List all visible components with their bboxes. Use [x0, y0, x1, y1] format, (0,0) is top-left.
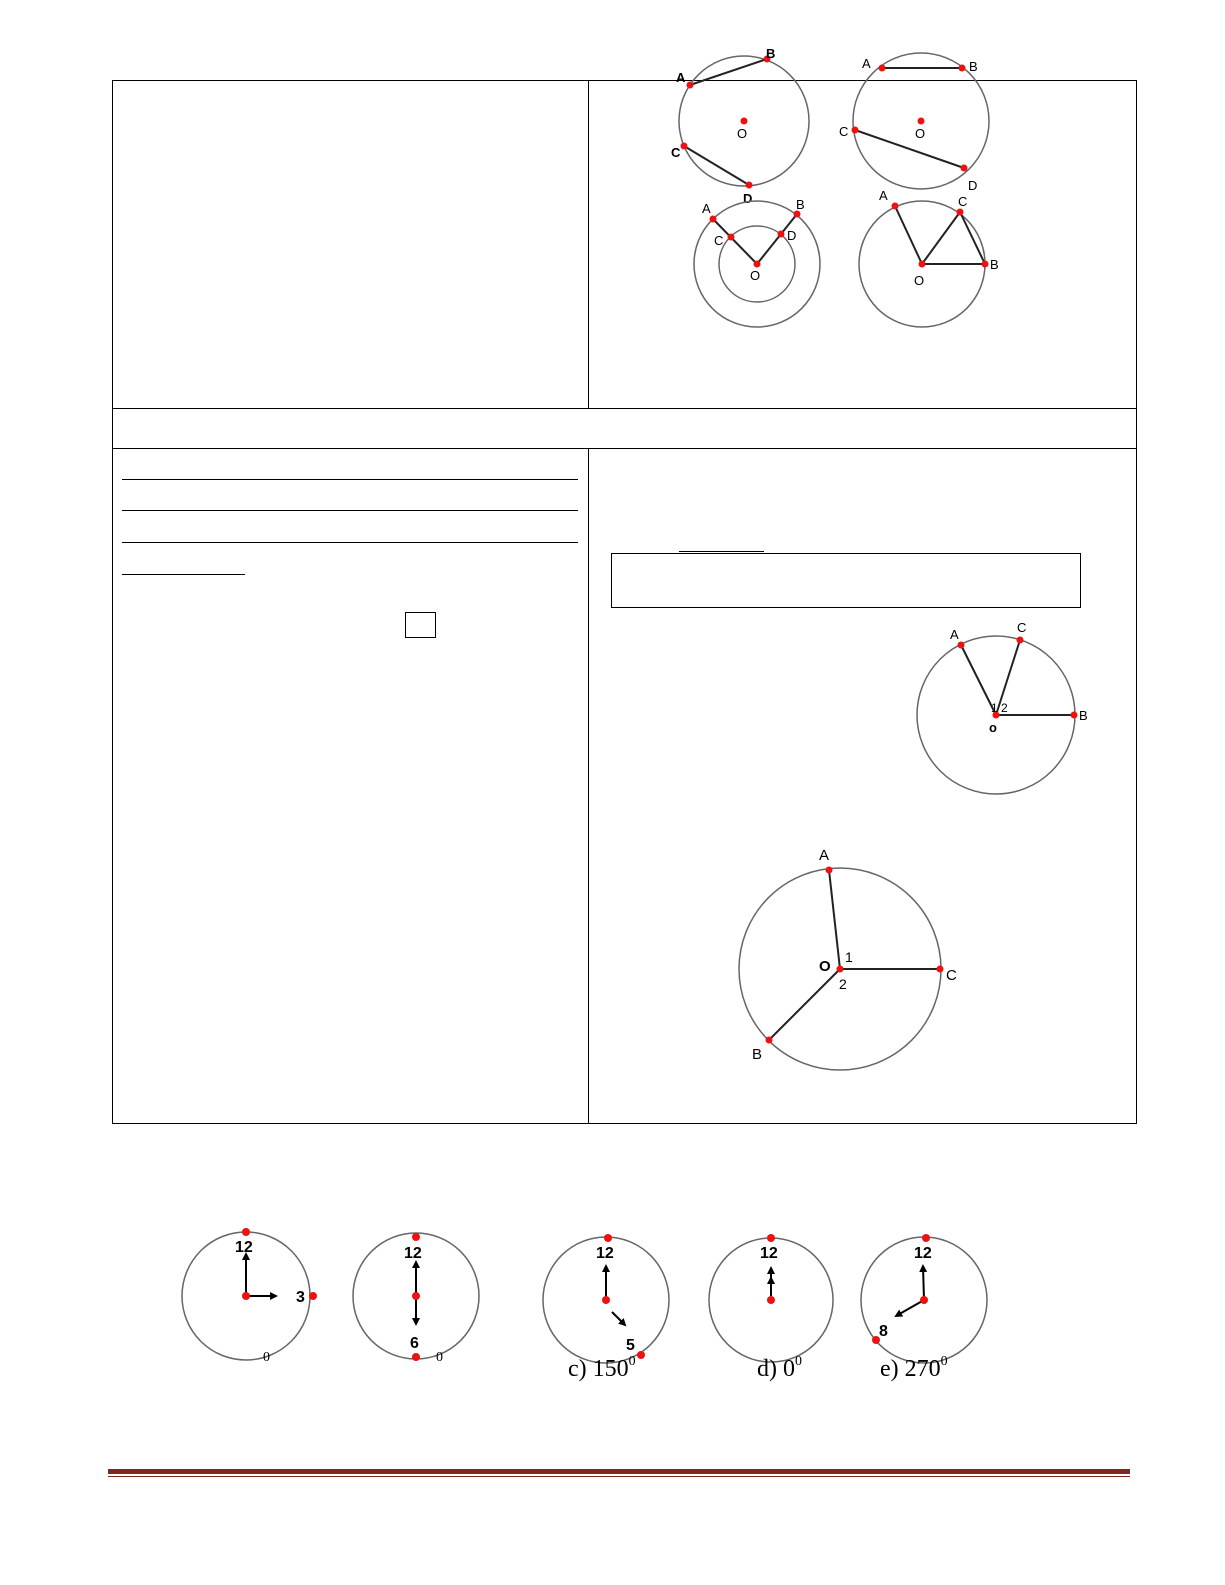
center	[412, 1292, 420, 1300]
chord-cd	[855, 130, 964, 168]
label-c: C	[839, 124, 849, 139]
point-c	[957, 209, 964, 216]
clock-4-caption-text: d) 0	[757, 1356, 795, 1382]
point-d	[746, 182, 753, 189]
label-b: B	[990, 257, 999, 272]
point-a	[687, 82, 694, 89]
point-b	[959, 65, 966, 72]
hand-8	[896, 1300, 924, 1316]
degree-sup: 0	[795, 1354, 802, 1369]
label-a: A	[862, 56, 871, 71]
label-c: C	[671, 145, 681, 160]
point-d	[961, 165, 968, 172]
radius-ob	[769, 969, 840, 1040]
point-12	[604, 1234, 612, 1242]
number-6: 6	[410, 1335, 419, 1352]
clock-4	[709, 1234, 833, 1362]
center-o	[837, 966, 844, 973]
radius-oa	[829, 870, 840, 969]
point-12	[767, 1234, 775, 1242]
figure-concentric	[694, 197, 820, 327]
point-c	[1017, 637, 1024, 644]
point-3	[309, 1292, 317, 1300]
number-3: 3	[296, 1289, 305, 1306]
label-o: O	[914, 273, 925, 288]
center-o	[754, 261, 761, 268]
center	[602, 1296, 610, 1304]
point-b	[766, 1037, 773, 1044]
center	[242, 1292, 250, 1300]
point-c	[728, 234, 735, 241]
label-c: C	[1017, 620, 1027, 635]
label-a: A	[879, 188, 888, 203]
clock-3	[543, 1234, 669, 1363]
point-a	[958, 642, 965, 649]
hand-12	[923, 1266, 924, 1300]
number-8: 8	[879, 1323, 888, 1340]
writing-line	[122, 542, 578, 543]
label-o: O	[737, 126, 748, 141]
label-b: B	[1079, 708, 1088, 723]
figure-radii	[859, 188, 999, 327]
figure-angles-small	[917, 620, 1088, 794]
figure-angles-large	[739, 847, 957, 1070]
point-b	[982, 261, 989, 268]
number-12: 12	[914, 1245, 932, 1262]
point-a	[892, 203, 899, 210]
clock-2	[353, 1233, 479, 1361]
point-12	[412, 1233, 420, 1241]
number-12: 12	[404, 1245, 422, 1262]
point-5	[637, 1351, 645, 1359]
clock-1-degree: 0	[263, 1350, 270, 1365]
label-o: o	[989, 720, 997, 735]
footer-rule-thin	[108, 1476, 1130, 1477]
point-c	[681, 143, 688, 150]
writing-line	[122, 510, 578, 511]
chord-cb	[960, 212, 985, 264]
clock-5	[861, 1234, 987, 1363]
figure-chords-1	[671, 46, 809, 206]
radius-oc	[996, 640, 1020, 715]
table-bottom-border	[112, 1123, 1137, 1124]
angle-1: 1	[991, 701, 998, 715]
angle-2: 2	[839, 976, 847, 992]
point-12	[242, 1228, 250, 1236]
point-d	[778, 231, 785, 238]
clock-1	[182, 1228, 317, 1360]
section1-figures	[0, 0, 1225, 420]
label-b: B	[752, 1046, 763, 1063]
clock-3-caption-text: c) 150	[568, 1356, 629, 1382]
label-a: A	[676, 70, 686, 85]
label-b: B	[766, 46, 776, 61]
number-12: 12	[596, 1245, 614, 1262]
radius-oa	[895, 206, 922, 264]
number-12: 12	[235, 1239, 253, 1256]
degree-sup: 0	[628, 1354, 636, 1369]
radius-oc	[922, 212, 960, 264]
point-a	[826, 867, 833, 874]
label-o: O	[750, 268, 761, 283]
center-o	[918, 118, 925, 125]
clock-2-degree: 0	[436, 1350, 443, 1365]
clock-5-caption-text: e) 270	[880, 1356, 941, 1382]
label-d: D	[743, 191, 753, 206]
clocks	[0, 1220, 1225, 1370]
clock-5-caption	[880, 1356, 948, 1383]
label-a: A	[950, 627, 959, 642]
number-12: 12	[760, 1245, 778, 1262]
label-d: D	[968, 178, 978, 193]
figure-chords-2	[839, 53, 989, 193]
center	[920, 1296, 928, 1304]
center-o	[919, 261, 926, 268]
angle-2: 2	[1001, 701, 1008, 715]
definition-underline	[679, 551, 764, 552]
label-a: A	[819, 847, 830, 864]
writing-line-short	[122, 574, 245, 575]
writing-line	[122, 479, 578, 480]
label-b: B	[969, 59, 978, 74]
center-o	[741, 118, 748, 125]
hand-5	[612, 1312, 625, 1325]
label-d: D	[787, 228, 797, 243]
point-6	[412, 1353, 420, 1361]
label-c: C	[946, 967, 957, 984]
point-12	[922, 1234, 930, 1242]
point-c	[937, 966, 944, 973]
number-5: 5	[626, 1337, 635, 1354]
point-a	[879, 65, 886, 72]
clock-4-caption	[757, 1356, 802, 1383]
table-row2-border	[112, 448, 1137, 449]
label-c: C	[958, 194, 968, 209]
angle-1: 1	[845, 949, 853, 965]
label-b: B	[796, 197, 805, 212]
label-o: O	[915, 126, 926, 141]
label-a: A	[702, 201, 711, 216]
degree-sup: 0	[940, 1354, 948, 1369]
point-b	[1071, 712, 1078, 719]
center	[767, 1296, 775, 1304]
label-c: C	[714, 233, 724, 248]
point-a	[710, 216, 717, 223]
label-o: O	[819, 958, 831, 975]
point-c	[852, 127, 859, 134]
clock-3-caption	[568, 1356, 636, 1383]
section2-figures	[0, 600, 1225, 1090]
footer-rule-thick	[108, 1469, 1130, 1474]
